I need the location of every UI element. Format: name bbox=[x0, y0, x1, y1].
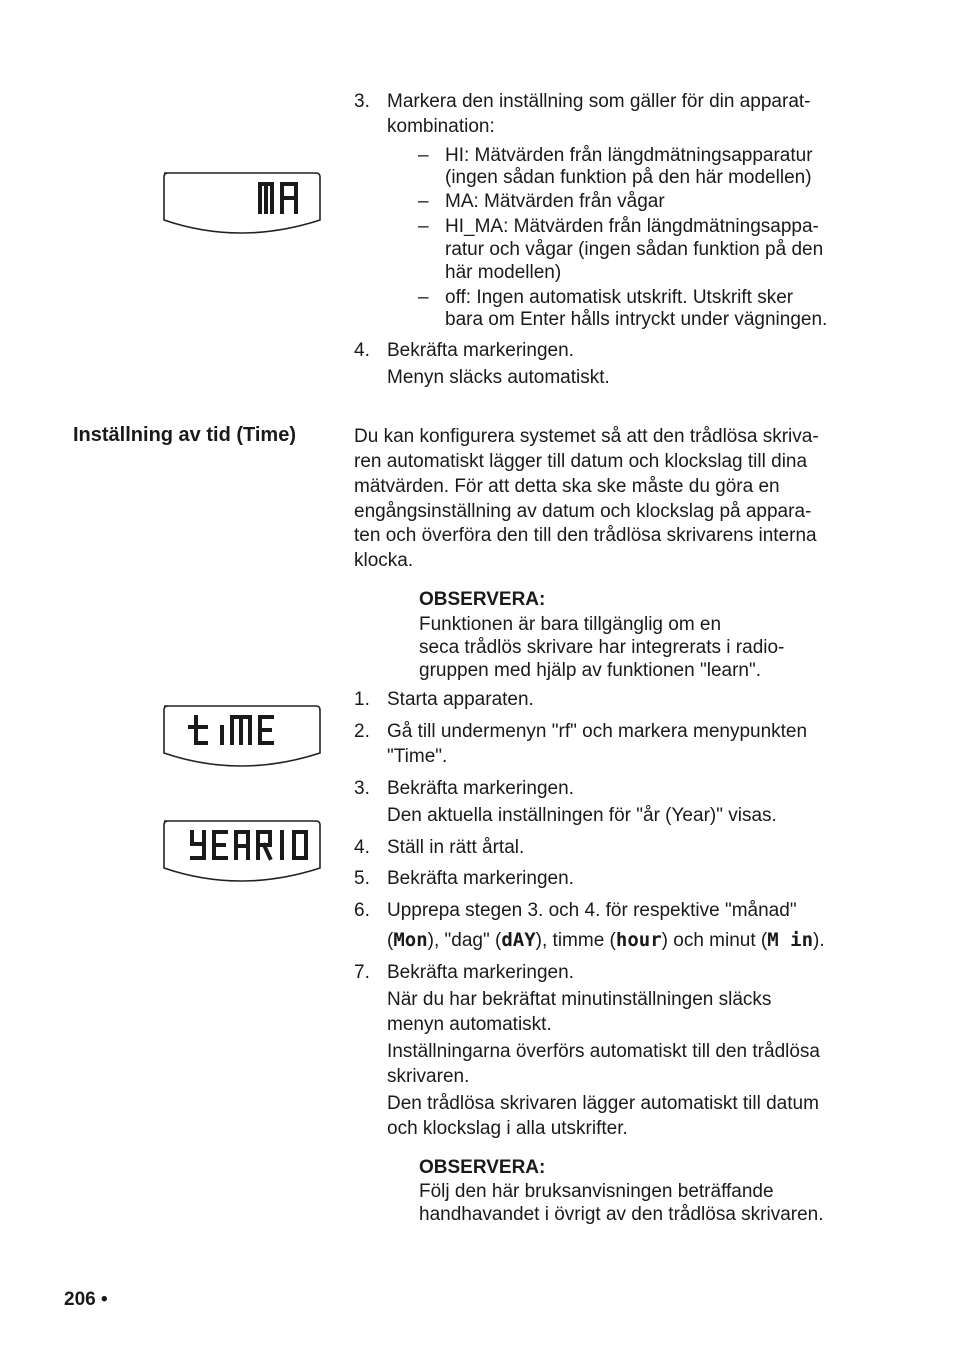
lcd-segments-year bbox=[192, 832, 306, 858]
text-fragment: ), timme ( bbox=[535, 930, 616, 951]
note-title: OBSERVERA: bbox=[419, 1157, 546, 1178]
text-fragment: ), "dag" ( bbox=[427, 930, 502, 951]
lcd-display-year bbox=[160, 818, 322, 890]
intro-line: ten och överföra den till den trådlösa skrivarens interna bbox=[354, 525, 817, 546]
step-text: Den trådlösa skrivaren lägger automatiskt till datum bbox=[387, 1093, 819, 1114]
step-text: Bekräfta markeringen. bbox=[387, 868, 574, 889]
intro-line: engångsinställning av datum och klockslag på appara- bbox=[354, 501, 812, 522]
bullet-dash: – bbox=[418, 191, 429, 212]
bullet-text: HI_MA: Mätvärden från längdmätningsappa- bbox=[445, 216, 819, 237]
bullet-dash: – bbox=[418, 145, 429, 166]
lcd-code-day: dAY bbox=[501, 929, 536, 951]
section-heading: Inställning av tid (Time) bbox=[73, 424, 296, 446]
lcd-frame bbox=[160, 703, 322, 775]
step-text: och klockslag i alla utskrifter. bbox=[387, 1118, 628, 1139]
note-line: Funktionen är bara tillgänglig om en bbox=[419, 614, 722, 635]
bullet-text: ratur och vågar (ingen sådan funktion på den bbox=[445, 239, 824, 260]
step-text: Den aktuella inställningen för "år (Year)" visas. bbox=[387, 805, 777, 826]
lcd-segments-ma bbox=[260, 184, 296, 212]
page-number: 206 • bbox=[64, 1289, 108, 1310]
note-line: gruppen med hjälp av funktionen "learn". bbox=[419, 660, 761, 681]
step-number: 3. bbox=[354, 91, 370, 112]
step-text: Menyn släcks automatiskt. bbox=[387, 367, 610, 388]
note-line: handhavandet i övrigt av den trådlösa skrivaren. bbox=[419, 1204, 824, 1225]
intro-line: Du kan konfigurera systemet så att den trådlösa skriva- bbox=[354, 426, 819, 447]
step-text: Upprepa stegen 3. och 4. för respektive "månad" bbox=[387, 900, 797, 921]
step-text: Starta apparaten. bbox=[387, 689, 534, 710]
step-text: Bekräfta markeringen. bbox=[387, 962, 574, 983]
step-text: Markera den inställning som gäller för din apparat- bbox=[387, 91, 811, 112]
note-line: Följ den här bruksanvisningen beträffande bbox=[419, 1181, 774, 1202]
bullet-dash: – bbox=[418, 287, 429, 308]
intro-line: ren automatiskt lägger till datum och klockslag till dina bbox=[354, 451, 808, 472]
step-text: skrivaren. bbox=[387, 1066, 470, 1087]
step-number: 1. bbox=[354, 689, 370, 710]
bullet-text: off: Ingen automatisk utskrift. Utskrift sker bbox=[445, 287, 794, 308]
lcd-code-month: Mon bbox=[393, 929, 428, 951]
lcd-display-time bbox=[160, 703, 322, 775]
lcd-code-minute: M in bbox=[767, 929, 814, 951]
bullet-text: bara om Enter hålls intryckt under vägningen. bbox=[445, 309, 828, 330]
step-text: När du har bekräftat minutinställningen släcks bbox=[387, 989, 772, 1010]
note-line: seca trådlös skrivare har integrerats i radio- bbox=[419, 637, 785, 658]
step-text: Bekräfta markeringen. bbox=[387, 778, 574, 799]
text-fragment: ). bbox=[813, 930, 825, 951]
text-fragment: ) och minut ( bbox=[661, 930, 768, 951]
step-text: Inställningarna överförs automatiskt till den trådlösa bbox=[387, 1041, 821, 1062]
bullet-text: här modellen) bbox=[445, 262, 562, 283]
step-6-display-codes bbox=[387, 929, 825, 952]
step-number: 4. bbox=[354, 837, 370, 858]
bullet-text: HI: Mätvärden från längdmätningsapparatur bbox=[445, 145, 813, 166]
step-text: Ställ in rätt årtal. bbox=[387, 837, 525, 858]
step-text: kombination: bbox=[387, 116, 495, 137]
step-text: "Time". bbox=[387, 746, 448, 767]
step-number: 7. bbox=[354, 962, 370, 983]
step-text: Bekräfta markeringen. bbox=[387, 340, 574, 361]
note-title: OBSERVERA: bbox=[419, 589, 546, 610]
lcd-frame bbox=[160, 818, 322, 890]
step-number: 3. bbox=[354, 778, 370, 799]
lcd-frame bbox=[160, 170, 322, 242]
bullet-text: MA: Mätvärden från vågar bbox=[445, 191, 665, 212]
text-fragment: ( bbox=[387, 930, 394, 951]
intro-line: klocka. bbox=[354, 550, 414, 571]
lcd-segments-time bbox=[190, 717, 272, 743]
step-number: 2. bbox=[354, 721, 370, 742]
lcd-code-hour: hour bbox=[615, 929, 662, 951]
step-number: 5. bbox=[354, 868, 370, 889]
step-number: 6. bbox=[354, 900, 370, 921]
bullet-text: (ingen sådan funktion på den här modellen) bbox=[445, 167, 812, 188]
intro-line: mätvärden. För att detta ska ske måste du göra en bbox=[354, 476, 780, 497]
step-text: Gå till undermenyn "rf" och markera menypunkten bbox=[387, 721, 808, 742]
bullet-dash: – bbox=[418, 216, 429, 237]
lcd-display-ma bbox=[160, 170, 322, 242]
step-number: 4. bbox=[354, 340, 370, 361]
step-text: menyn automatiskt. bbox=[387, 1014, 552, 1035]
